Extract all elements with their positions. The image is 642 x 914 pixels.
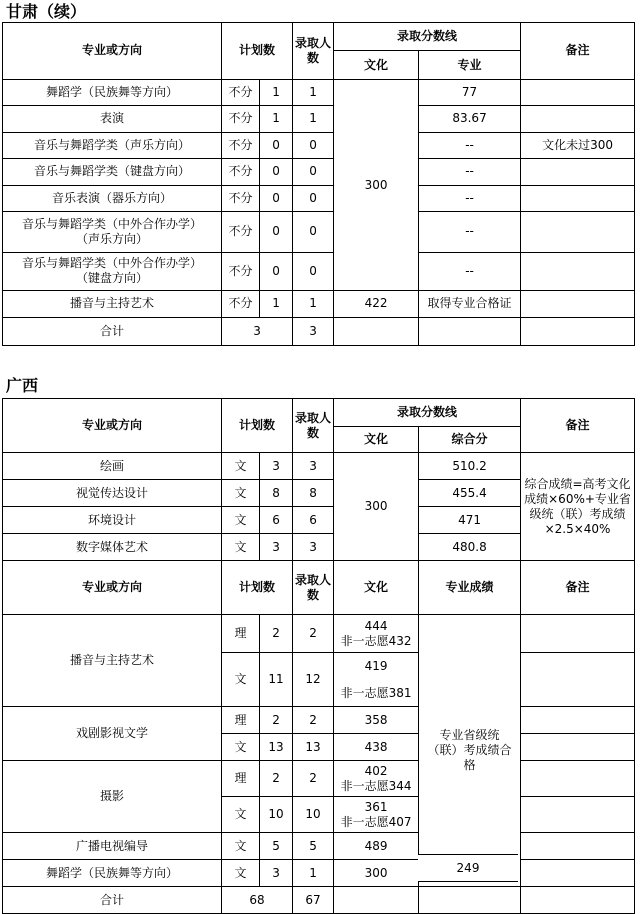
cell-admit: 3: [293, 534, 334, 561]
dance-pro-score: 249: [418, 854, 518, 882]
cell-major: 舞蹈学（民族舞等方向）: [3, 860, 222, 887]
cell-admit: 0: [293, 132, 334, 158]
cell-culture: 438: [334, 734, 419, 761]
cell-admit: 12: [293, 653, 334, 707]
cell-remark: [521, 734, 635, 761]
cell-culture-merged: 300: [334, 79, 419, 290]
cell-remark: [521, 761, 635, 797]
cell-remark: [521, 106, 635, 132]
culture-line-2: 非一志愿432: [340, 633, 412, 648]
cell-remark: [521, 707, 635, 734]
cell-plan: 2: [260, 707, 293, 734]
table-row: [3, 211, 635, 252]
cell-type: 文: [222, 534, 260, 561]
cell-type: 不分: [222, 106, 260, 132]
culture-line-2: 非一志愿344: [340, 778, 412, 793]
cell-composite: 471: [419, 507, 521, 534]
section-title-guangxi: 广西: [6, 376, 39, 395]
major-line-2: （键盘方向）: [75, 271, 148, 286]
cell-admit: 2: [293, 761, 334, 797]
section-title-gansu: 甘肃（续）: [6, 2, 87, 21]
cell-plan: 1: [260, 79, 293, 105]
cell-remark: [521, 79, 635, 105]
cell-admit: 2: [293, 707, 334, 734]
header-major: 专业或方向: [3, 23, 222, 80]
cell-type: 不分: [222, 185, 260, 211]
table-row: [3, 291, 635, 317]
header-score-line: 录取分数线: [334, 23, 521, 51]
table-row: [3, 159, 635, 185]
major-line-2: （声乐方向）: [75, 231, 148, 246]
cell-major: 表演: [3, 106, 222, 132]
cell-empty: [419, 317, 521, 345]
cell-empty: [521, 317, 635, 345]
header-score-line: 录取分数线: [334, 399, 521, 427]
table-row: [3, 707, 635, 734]
cell-major: 广播电视编导: [3, 833, 222, 860]
cell-major: 数字媒体艺术: [3, 534, 222, 561]
header-plan-2: 计划数: [222, 561, 293, 615]
cell-remark: [521, 797, 635, 833]
cell-plan: 10: [260, 797, 293, 833]
cell-remark: [521, 252, 635, 291]
cell-specialty: --: [419, 252, 521, 291]
cell-culture: 358: [334, 707, 419, 734]
cell-composite: 510.2: [419, 453, 521, 480]
cell-culture: [334, 761, 419, 797]
cell-plan: 8: [260, 480, 293, 507]
cell-plan: 3: [260, 860, 293, 887]
cell-type: 文: [222, 507, 260, 534]
table-row: [3, 79, 635, 105]
cell-major: [3, 211, 222, 252]
cell-plan: 3: [260, 534, 293, 561]
cell-major: 戏剧影视文学: [3, 707, 222, 761]
cell-plan: 11: [260, 653, 293, 707]
cell-admit: 0: [293, 185, 334, 211]
cell-admit: 5: [293, 833, 334, 860]
cell-plan: 13: [260, 734, 293, 761]
cell-pro-merged: 专业省级统（联）考成绩合格: [419, 615, 521, 887]
table-row: [3, 453, 635, 480]
header-composite: 综合分: [419, 427, 521, 453]
cell-remark: 文化未过300: [521, 132, 635, 158]
cell-admit: 10: [293, 797, 334, 833]
cell-type: 文: [222, 797, 260, 833]
cell-specialty: --: [419, 159, 521, 185]
cell-empty: [419, 887, 521, 914]
header-major-2: 专业或方向: [3, 561, 222, 615]
cell-admit: 1: [293, 79, 334, 105]
culture-line-1: 402: [364, 763, 388, 778]
cell-plan: 0: [260, 159, 293, 185]
cell-type: 文: [222, 734, 260, 761]
cell-major: 视觉传达设计: [3, 480, 222, 507]
cell-plan: 1: [260, 106, 293, 132]
header-remarks-2: 备注: [521, 561, 635, 615]
cell-specialty: --: [419, 211, 521, 252]
cell-plan: 5: [260, 833, 293, 860]
cell-admit: 8: [293, 480, 334, 507]
cell-empty: [521, 887, 635, 914]
cell-major: 舞蹈学（民族舞等方向）: [3, 79, 222, 105]
culture-line-2: 非一志愿407: [340, 814, 412, 829]
cell-remark: [521, 860, 635, 887]
cell-culture: 489: [334, 833, 419, 860]
cell-admit: 2: [293, 615, 334, 653]
cell-admit: 0: [293, 252, 334, 291]
major-line-1: 音乐与舞蹈学类（中外合作办学）: [21, 216, 202, 231]
cell-admit: 1: [293, 860, 334, 887]
cell-type: 理: [222, 615, 260, 653]
cell-type: 理: [222, 707, 260, 734]
header-specialty: 专业: [419, 51, 521, 79]
culture-line-1: 419: [364, 658, 388, 673]
cell-specialty: --: [419, 185, 521, 211]
cell-type: 文: [222, 453, 260, 480]
cell-empty: [334, 317, 419, 345]
guangxi-table: [2, 398, 635, 914]
cell-plan: 2: [260, 615, 293, 653]
cell-specialty: 77: [419, 79, 521, 105]
cell-type: 文: [222, 860, 260, 887]
cell-plan: 3: [260, 453, 293, 480]
cell-culture: [334, 615, 419, 653]
cell-remark-formula: 综合成绩=高考文化成绩×60%+专业省级统（联）考成绩×2.5×40%: [521, 453, 635, 561]
cell-total-plan: 68: [222, 887, 293, 914]
culture-line-2: 非一志愿381: [340, 685, 412, 700]
gansu-table: [2, 22, 635, 346]
cell-remark: [521, 291, 635, 317]
header-culture-2: 文化: [334, 561, 419, 615]
cell-plan: 0: [260, 252, 293, 291]
cell-admit: 1: [293, 106, 334, 132]
cell-type: 理: [222, 761, 260, 797]
cell-plan: 0: [260, 211, 293, 252]
header-admit-2: 录取人数: [293, 561, 334, 615]
cell-remark: [521, 185, 635, 211]
cell-plan: 2: [260, 761, 293, 797]
cell-total-label: 合计: [3, 887, 222, 914]
cell-composite: 455.4: [419, 480, 521, 507]
cell-plan: 0: [260, 185, 293, 211]
cell-plan: 0: [260, 132, 293, 158]
cell-type: 文: [222, 653, 260, 707]
total-row: [3, 317, 635, 345]
cell-admit: 3: [293, 453, 334, 480]
cell-remark: [521, 211, 635, 252]
cell-major: 播音与主持艺术: [3, 615, 222, 707]
table-row: [3, 106, 635, 132]
cell-major: 环境设计: [3, 507, 222, 534]
cell-culture: [334, 797, 419, 833]
header-remarks: 备注: [521, 399, 635, 453]
table-row: [3, 132, 635, 158]
header-pro-score: 专业成绩: [419, 561, 521, 615]
cell-specialty: 取得专业合格证: [419, 291, 521, 317]
cell-major: 音乐与舞蹈学类（声乐方向）: [3, 132, 222, 158]
cell-specialty: --: [419, 132, 521, 158]
header-plan: 计划数: [222, 399, 293, 453]
cell-type: 不分: [222, 211, 260, 252]
table-row: [3, 185, 635, 211]
cell-major: 播音与主持艺术: [3, 291, 222, 317]
cell-type: 文: [222, 480, 260, 507]
cell-remark: [521, 159, 635, 185]
cell-plan: 1: [260, 291, 293, 317]
cell-total-admit: 3: [293, 317, 334, 345]
header-plan: 计划数: [222, 23, 293, 80]
culture-line-1: 444: [364, 618, 388, 633]
cell-major: 摄影: [3, 761, 222, 833]
cell-type: 不分: [222, 159, 260, 185]
cell-major: 音乐与舞蹈学类（键盘方向）: [3, 159, 222, 185]
cell-major: 绘画: [3, 453, 222, 480]
table-row: [3, 252, 635, 291]
cell-empty: [334, 887, 419, 914]
cell-type: 不分: [222, 132, 260, 158]
cell-admit: 13: [293, 734, 334, 761]
cell-remark: [521, 653, 635, 707]
cell-major: 音乐表演（器乐方向）: [3, 185, 222, 211]
header-admit: 录取人数: [293, 399, 334, 453]
table-row: [3, 833, 635, 860]
table-row: [3, 860, 635, 887]
cell-culture: [334, 653, 419, 707]
cell-type: 文: [222, 833, 260, 860]
cell-admit: 0: [293, 159, 334, 185]
header-major: 专业或方向: [3, 399, 222, 453]
header-culture: 文化: [334, 51, 419, 79]
cell-total-admit: 67: [293, 887, 334, 914]
cell-plan: 6: [260, 507, 293, 534]
cell-remark: [521, 615, 635, 653]
cell-admit: 1: [293, 291, 334, 317]
cell-admit: 0: [293, 211, 334, 252]
cell-culture: 422: [334, 291, 419, 317]
cell-type: 不分: [222, 252, 260, 291]
cell-total-plan: 3: [222, 317, 293, 345]
cell-specialty: 83.67: [419, 106, 521, 132]
header-admit: 录取人数: [293, 23, 334, 80]
cell-total-label: 合计: [3, 317, 222, 345]
cell-major: [3, 252, 222, 291]
header-remarks: 备注: [521, 23, 635, 80]
total-row: [3, 887, 635, 914]
cell-culture-merged: 300: [334, 453, 419, 561]
cell-admit: 6: [293, 507, 334, 534]
cell-type: 不分: [222, 79, 260, 105]
header-culture: 文化: [334, 427, 419, 453]
culture-line-1: 361: [364, 799, 388, 814]
major-line-1: 音乐与舞蹈学类（中外合作办学）: [21, 256, 202, 271]
cell-culture: 300: [334, 860, 419, 887]
cell-type: 不分: [222, 291, 260, 317]
cell-remark: [521, 833, 635, 860]
table-row: [3, 615, 635, 653]
table-row: [3, 761, 635, 797]
cell-composite: 480.8: [419, 534, 521, 561]
